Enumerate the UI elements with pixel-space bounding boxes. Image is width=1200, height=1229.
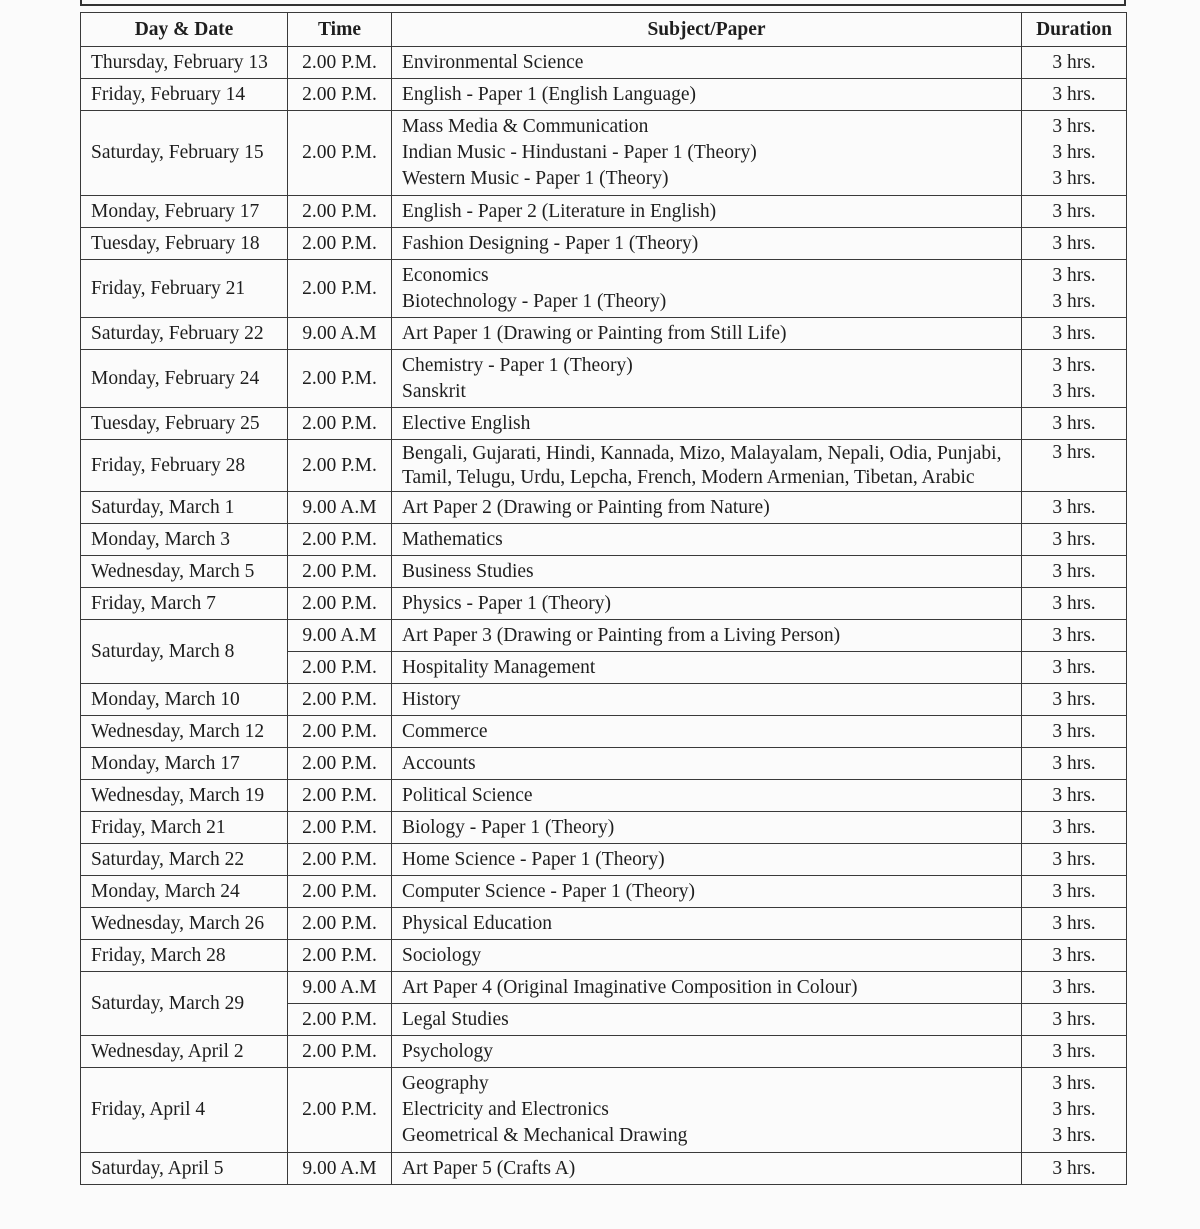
time-cell: 2.00 P.M. [288, 876, 392, 908]
duration-value: 3 hrs. [1052, 784, 1096, 806]
duration-value: 3 hrs. [1052, 264, 1096, 286]
subject-cell [392, 47, 1022, 79]
duration-cell [1022, 908, 1127, 940]
time-cell: 2.00 P.M. [288, 1036, 392, 1068]
subject-cell [392, 260, 1022, 318]
subject-name: Mass Media & Communication [402, 116, 649, 137]
table-row [81, 812, 1127, 844]
header-subject: Subject/Paper [392, 13, 1022, 47]
time-cell: 9.00 A.M [288, 972, 392, 1004]
subject-name: Environmental Science [402, 51, 584, 73]
subject-cell [392, 408, 1022, 440]
duration-cell [1022, 350, 1127, 408]
subject-cell [392, 228, 1022, 260]
subject-name: Bengali, Gujarati, Hindi, Kannada, Mizo, Malayalam, Nepali, Odia, Punjabi, Tamil, Telugu, Urdu, Lepcha, French, Modern Armenian, Tibetan, Arabic [402, 442, 1002, 488]
date-cell: Saturday, February 15 [81, 111, 288, 196]
subject-cell [392, 908, 1022, 940]
date-cell: Saturday, February 22 [81, 318, 288, 350]
date-cell: Monday, March 24 [81, 876, 288, 908]
subject-name: Accounts [402, 752, 476, 774]
subject-name: Commerce [402, 720, 488, 742]
duration-value: 3 hrs. [1052, 1008, 1096, 1030]
top-border [80, 0, 1126, 6]
subject-name: Western Music - Paper 1 (Theory) [402, 168, 669, 189]
subject-name: History [402, 688, 461, 710]
subject-cell [392, 876, 1022, 908]
subject-name: Political Science [402, 784, 533, 806]
subject-name: Hospitality Management [402, 656, 596, 678]
date-cell: Friday, February 28 [81, 440, 288, 492]
subject-cell [392, 350, 1022, 408]
table-row [81, 524, 1127, 556]
subject-name: Biotechnology - Paper 1 (Theory) [402, 290, 667, 312]
subject-cell [392, 1004, 1022, 1036]
date-cell: Saturday, March 1 [81, 492, 288, 524]
date-cell: Friday, February 21 [81, 260, 288, 318]
subject-name: Legal Studies [402, 1008, 509, 1030]
time-cell: 2.00 P.M. [288, 1068, 392, 1153]
duration-cell [1022, 318, 1127, 350]
date-cell: Friday, February 14 [81, 79, 288, 111]
table-row [81, 1036, 1127, 1068]
duration-value: 3 hrs. [1052, 944, 1096, 966]
time-cell: 2.00 P.M. [288, 260, 392, 318]
subject-cell [392, 79, 1022, 111]
header-duration: Duration [1022, 13, 1127, 47]
subject-cell [392, 748, 1022, 780]
date-cell: Saturday, March 29 [81, 972, 288, 1036]
duration-cell [1022, 844, 1127, 876]
subject-name: Indian Music - Hindustani - Paper 1 (Theory) [402, 142, 757, 163]
duration-value: 3 hrs. [1052, 116, 1096, 137]
table-row [81, 408, 1127, 440]
duration-value: 3 hrs. [1052, 142, 1096, 163]
subject-name: Geography [402, 1073, 489, 1094]
subject-cell [392, 111, 1022, 196]
date-cell: Monday, March 3 [81, 524, 288, 556]
duration-cell [1022, 228, 1127, 260]
subject-cell [392, 556, 1022, 588]
duration-value: 3 hrs. [1052, 560, 1096, 582]
date-cell: Friday, March 7 [81, 588, 288, 620]
duration-cell [1022, 876, 1127, 908]
time-cell: 2.00 P.M. [288, 228, 392, 260]
table-row [81, 876, 1127, 908]
exam-schedule-table [80, 12, 1127, 1185]
date-cell: Saturday, March 22 [81, 844, 288, 876]
duration-value: 3 hrs. [1052, 1157, 1096, 1179]
duration-cell [1022, 196, 1127, 228]
subject-name: Computer Science - Paper 1 (Theory) [402, 880, 695, 902]
table-row [81, 79, 1127, 111]
duration-cell [1022, 1036, 1127, 1068]
duration-cell [1022, 716, 1127, 748]
duration-value: 3 hrs. [1052, 624, 1096, 646]
subject-cell [392, 1036, 1022, 1068]
time-cell: 2.00 P.M. [288, 652, 392, 684]
duration-value: 3 hrs. [1052, 976, 1096, 998]
duration-cell [1022, 556, 1127, 588]
time-cell: 2.00 P.M. [288, 556, 392, 588]
duration-cell [1022, 652, 1127, 684]
duration-value: 3 hrs. [1052, 816, 1096, 838]
duration-value: 3 hrs. [1052, 51, 1096, 73]
subject-cell [392, 780, 1022, 812]
duration-cell [1022, 1153, 1127, 1185]
duration-cell [1022, 812, 1127, 844]
date-cell: Saturday, March 8 [81, 620, 288, 684]
date-cell: Wednesday, April 2 [81, 1036, 288, 1068]
header-row [81, 13, 1127, 47]
subject-name: Art Paper 5 (Crafts A) [402, 1157, 576, 1179]
time-cell: 9.00 A.M [288, 492, 392, 524]
table-row [81, 111, 1127, 196]
table-row [81, 844, 1127, 876]
table-row [81, 1153, 1127, 1185]
time-cell: 2.00 P.M. [288, 716, 392, 748]
table-row [81, 908, 1127, 940]
time-cell: 2.00 P.M. [288, 408, 392, 440]
subject-name: Physics - Paper 1 (Theory) [402, 592, 612, 614]
duration-value: 3 hrs. [1052, 322, 1096, 344]
duration-value: 3 hrs. [1052, 528, 1096, 550]
date-cell: Monday, February 17 [81, 196, 288, 228]
table-row [81, 440, 1127, 492]
date-cell: Wednesday, March 5 [81, 556, 288, 588]
time-cell: 2.00 P.M. [288, 748, 392, 780]
table-row [81, 972, 1127, 1004]
subject-cell [392, 940, 1022, 972]
time-cell: 2.00 P.M. [288, 111, 392, 196]
duration-cell [1022, 260, 1127, 318]
date-cell: Monday, March 10 [81, 684, 288, 716]
subject-name: Psychology [402, 1040, 494, 1062]
date-cell: Monday, March 17 [81, 748, 288, 780]
subject-name: Art Paper 1 (Drawing or Painting from Still Life) [402, 322, 787, 344]
duration-value: 3 hrs. [1052, 688, 1096, 710]
date-cell: Tuesday, February 18 [81, 228, 288, 260]
subject-cell [392, 1068, 1022, 1153]
duration-cell [1022, 1068, 1127, 1153]
subject-cell [392, 318, 1022, 350]
duration-value: 3 hrs. [1052, 380, 1096, 402]
duration-value: 3 hrs. [1052, 1040, 1096, 1062]
subject-name: Economics [402, 264, 489, 286]
subject-name: Geometrical & Mechanical Drawing [402, 1125, 688, 1146]
date-cell: Friday, March 21 [81, 812, 288, 844]
duration-value: 3 hrs. [1052, 848, 1096, 870]
duration-cell [1022, 47, 1127, 79]
duration-value: 3 hrs. [1052, 656, 1096, 678]
duration-value: 3 hrs. [1052, 1073, 1096, 1094]
date-cell: Saturday, April 5 [81, 1153, 288, 1185]
duration-cell [1022, 684, 1127, 716]
duration-cell [1022, 748, 1127, 780]
table-row [81, 1068, 1127, 1153]
duration-value: 3 hrs. [1052, 496, 1096, 518]
table-row [81, 196, 1127, 228]
duration-cell [1022, 588, 1127, 620]
duration-value: 3 hrs. [1052, 168, 1096, 189]
subject-cell [392, 492, 1022, 524]
duration-value: 3 hrs. [1052, 290, 1096, 312]
duration-cell [1022, 780, 1127, 812]
subject-name: English - Paper 1 (English Language) [402, 83, 697, 105]
duration-value: 3 hrs. [1052, 232, 1096, 254]
table-row [81, 684, 1127, 716]
subject-cell [392, 812, 1022, 844]
subject-cell [392, 524, 1022, 556]
subject-name: English - Paper 2 (Literature in English) [402, 200, 717, 222]
table-row [81, 748, 1127, 780]
subject-cell [392, 652, 1022, 684]
header-date: Day & Date [81, 13, 288, 47]
table-row [81, 620, 1127, 652]
subject-name: Elective English [402, 412, 531, 434]
time-cell: 9.00 A.M [288, 620, 392, 652]
subject-name: Art Paper 2 (Drawing or Painting from Nature) [402, 496, 770, 518]
time-cell: 2.00 P.M. [288, 812, 392, 844]
duration-cell [1022, 408, 1127, 440]
subject-name: Sanskrit [402, 380, 466, 402]
table-row [81, 940, 1127, 972]
date-cell: Wednesday, March 12 [81, 716, 288, 748]
time-cell: 9.00 A.M [288, 318, 392, 350]
time-cell: 2.00 P.M. [288, 780, 392, 812]
table-row [81, 228, 1127, 260]
table-row [81, 318, 1127, 350]
duration-value: 3 hrs. [1052, 83, 1096, 105]
subject-name: Electricity and Electronics [402, 1099, 609, 1120]
duration-cell [1022, 79, 1127, 111]
duration-value: 3 hrs. [1052, 200, 1096, 222]
subject-name: Mathematics [402, 528, 503, 550]
duration-value: 3 hrs. [1052, 720, 1096, 742]
subject-name: Art Paper 4 (Original Imaginative Composition in Colour) [402, 976, 858, 998]
time-cell: 2.00 P.M. [288, 350, 392, 408]
subject-name: Chemistry - Paper 1 (Theory) [402, 354, 633, 376]
duration-cell [1022, 620, 1127, 652]
duration-value: 3 hrs. [1052, 442, 1096, 463]
table-row [81, 47, 1127, 79]
subject-name: Art Paper 3 (Drawing or Painting from a Living Person) [402, 624, 841, 646]
time-cell: 9.00 A.M [288, 1153, 392, 1185]
duration-value: 3 hrs. [1052, 912, 1096, 934]
time-cell: 2.00 P.M. [288, 940, 392, 972]
duration-cell [1022, 111, 1127, 196]
duration-value: 3 hrs. [1052, 1099, 1096, 1120]
duration-cell [1022, 524, 1127, 556]
time-cell: 2.00 P.M. [288, 908, 392, 940]
duration-cell [1022, 440, 1127, 492]
subject-name: Biology - Paper 1 (Theory) [402, 816, 615, 838]
header-time: Time [288, 13, 392, 47]
duration-cell [1022, 492, 1127, 524]
subject-name: Business Studies [402, 560, 534, 582]
date-cell: Monday, February 24 [81, 350, 288, 408]
duration-value: 3 hrs. [1052, 592, 1096, 614]
time-cell: 2.00 P.M. [288, 196, 392, 228]
date-cell: Thursday, February 13 [81, 47, 288, 79]
subject-cell [392, 1153, 1022, 1185]
duration-cell [1022, 940, 1127, 972]
table-row [81, 588, 1127, 620]
time-cell: 2.00 P.M. [288, 1004, 392, 1036]
date-cell: Friday, March 28 [81, 940, 288, 972]
date-cell: Wednesday, March 26 [81, 908, 288, 940]
table-row [81, 350, 1127, 408]
time-cell: 2.00 P.M. [288, 440, 392, 492]
table-row [81, 492, 1127, 524]
subject-cell [392, 972, 1022, 1004]
table-row [81, 780, 1127, 812]
subject-cell [392, 196, 1022, 228]
time-cell: 2.00 P.M. [288, 844, 392, 876]
time-cell: 2.00 P.M. [288, 524, 392, 556]
subject-cell [392, 620, 1022, 652]
subject-name: Sociology [402, 944, 482, 966]
duration-value: 3 hrs. [1052, 354, 1096, 376]
subject-cell [392, 844, 1022, 876]
date-cell: Tuesday, February 25 [81, 408, 288, 440]
schedule-body [81, 47, 1127, 1185]
time-cell: 2.00 P.M. [288, 588, 392, 620]
table-row [81, 556, 1127, 588]
subject-name: Fashion Designing - Paper 1 (Theory) [402, 232, 699, 254]
table-row [81, 716, 1127, 748]
subject-cell [392, 716, 1022, 748]
date-cell: Friday, April 4 [81, 1068, 288, 1153]
subject-name: Physical Education [402, 912, 553, 934]
time-cell: 2.00 P.M. [288, 79, 392, 111]
table-row [81, 260, 1127, 318]
duration-value: 3 hrs. [1052, 412, 1096, 434]
date-cell: Wednesday, March 19 [81, 780, 288, 812]
duration-value: 3 hrs. [1052, 752, 1096, 774]
time-cell: 2.00 P.M. [288, 47, 392, 79]
duration-cell [1022, 972, 1127, 1004]
time-cell: 2.00 P.M. [288, 684, 392, 716]
subject-name: Home Science - Paper 1 (Theory) [402, 848, 665, 870]
subject-cell [392, 684, 1022, 716]
subject-cell [392, 588, 1022, 620]
subject-cell [392, 440, 1022, 492]
duration-value: 3 hrs. [1052, 1125, 1096, 1146]
duration-value: 3 hrs. [1052, 880, 1096, 902]
duration-cell [1022, 1004, 1127, 1036]
